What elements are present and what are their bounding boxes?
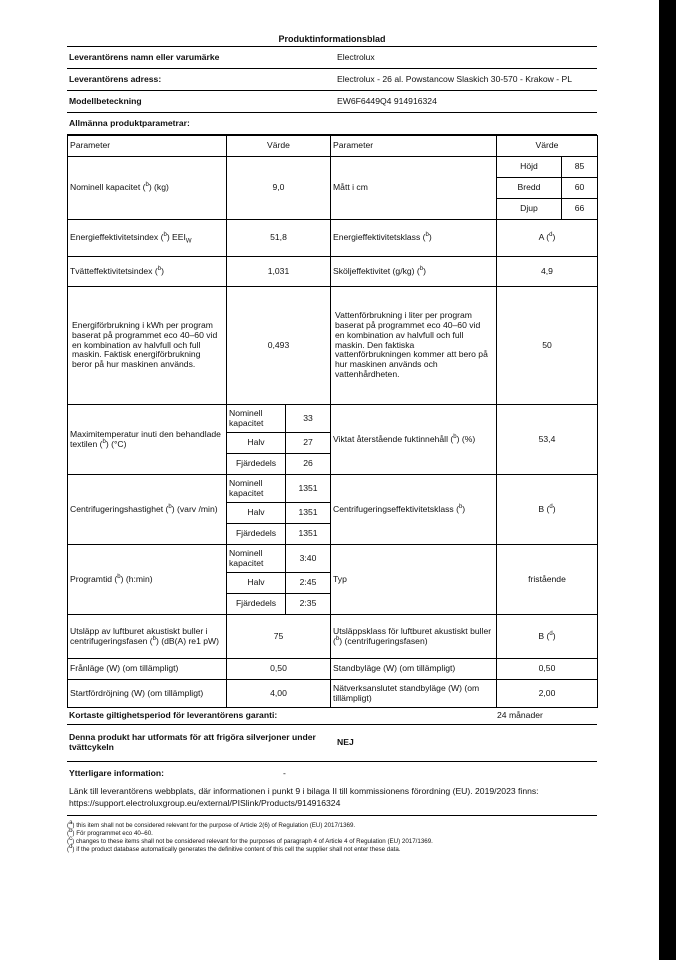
footnotes [67, 822, 597, 854]
sheet-title: Produktinformationsblad [67, 30, 597, 47]
width-label: Bredd [497, 178, 562, 199]
silver-label: Denna produkt har utformats för att frigöra silverjoner under tvättcykeln [69, 732, 316, 752]
network-standby-label: Nätverksanslutet standbyläge (W) (om tillämpligt) [331, 680, 497, 708]
duration-label: Programtid ($^b$) (h:min) [68, 545, 227, 615]
standby-value: 0,50 [497, 659, 598, 680]
value-header: Värde [227, 136, 331, 157]
washing-index-label: Tvätteffektivitetsindex ($^b$) [68, 257, 227, 287]
off-mode-value: 0,50 [227, 659, 331, 680]
type-value: fristående [497, 545, 598, 615]
water-consumption-label: Vattenförbrukning i liter per program baserat på programmet eco 40–60 vid en kombination av halvfull och full maskin. Den faktiska vattenförbrukningen kommer att bero på hur maskinen används och vattenhårdheten. [331, 287, 497, 405]
guarantee-label: Kortaste giltighetsperiod för leverantörens garanti: [69, 710, 278, 721]
rinsing-label: Sköljeffektivitet (g/kg) ($^b$) [331, 257, 497, 287]
footnote-b: ($^b$) För programmet eco 40–60. [67, 828, 153, 838]
spin-rated-label: Nominell kapacitet [227, 475, 286, 503]
silver-value: NEJ [337, 737, 354, 748]
energy-consumption-label: Energiförbrukning i kWh per program baserat på programmet eco 40–60 vid en kombination av halvfull och full maskin. Faktisk energiförbrukning beror på hur maskinen används. [68, 287, 227, 405]
duration-quarter-value: 2:35 [286, 594, 331, 615]
guarantee-value: 24 månader [497, 710, 543, 721]
dimensions-label: Mått i cm [331, 157, 497, 220]
capacity-value: 9,0 [227, 157, 331, 220]
value-header-2: Värde [497, 136, 598, 157]
duration-rated-value: 3:40 [286, 545, 331, 573]
spin-speed-label: Centrifugeringshastighet ($^b$) (varv /min) [68, 475, 227, 545]
general-parameters-header: Allmänna produktparametrar: [67, 113, 597, 135]
additional-dash: - [283, 768, 286, 779]
height-value: 85 [562, 157, 598, 178]
additional-text: Länk till leverantörens webbplats, där informationen i punkt 9 i bilaga II till kommissionens förordning (EU). 2019/2023 finns: https://support.electroluxgroup.eu/external/PISlink/Products/914916324 [69, 786, 539, 808]
product-information-sheet [67, 30, 597, 854]
noise-label: Utsläpp av luftburet akustiskt buller i centrifugeringsfasen ($^b$) (dB(A) re1 pW) [68, 615, 227, 659]
footnote-c: ($^c$) changes to these items shall not be considered relevant for the purposes of paragraph 4 of Article 4 of Regulation (EU) 2017/1369. [67, 836, 433, 846]
temp-quarter-label: Fjärdedels [227, 454, 286, 475]
energy-class-label: Energieffektivitetsklass ($^b$) [331, 220, 497, 257]
moisture-label: Viktat återstående fuktinnehåll ($^b$) (%) [331, 405, 497, 475]
temp-rated-label: Nominell kapacitet [227, 405, 286, 433]
supplier-value: Electrolux [337, 51, 375, 62]
temp-half-value: 27 [286, 433, 331, 454]
delay-start-value: 4,00 [227, 680, 331, 708]
height-label: Höjd [497, 157, 562, 178]
energy-class-value: A ($^d$) [497, 220, 598, 257]
footnote-a: ($^a$) this item shall not be considered relevant for the purpose of Article 2(6) of Regulation (EU) 2017/1369. [67, 820, 356, 830]
spin-class-label: Centrifugeringseffektivitetsklass ($^b$) [331, 475, 497, 545]
additional-label: Ytterligare information: [69, 768, 165, 779]
param-header-2: Parameter [331, 136, 497, 157]
capacity-label: Nominell kapacitet ($^b$) (kg) [68, 157, 227, 220]
energy-consumption-value: 0,493 [227, 287, 331, 405]
spin-quarter-value: 1351 [286, 524, 331, 545]
temp-quarter-value: 26 [286, 454, 331, 475]
duration-rated-label: Nominell kapacitet [227, 545, 286, 573]
table-header-row [68, 136, 598, 157]
address-row [67, 69, 597, 91]
temperature-label: Maximitemperatur inuti den behandlade textilen ($^b$) (°C) [68, 405, 227, 475]
address-label: Leverantörens adress: [69, 73, 162, 84]
model-value: EW6F6449Q4 914916324 [337, 95, 437, 106]
network-standby-value: 2,00 [497, 680, 598, 708]
duration-half-value: 2:45 [286, 573, 331, 594]
additional-info [67, 762, 597, 816]
standby-label: Standbyläge (W) (om tillämpligt) [331, 659, 497, 680]
spin-rated-value: 1351 [286, 475, 331, 503]
supplier-label: Leverantörens namn eller varumärke [69, 51, 220, 62]
duration-quarter-label: Fjärdedels [227, 594, 286, 615]
moisture-value: 53,4 [497, 405, 598, 475]
type-label: Typ [331, 545, 497, 615]
eei-value: 51,8 [227, 220, 331, 257]
silver-row [67, 725, 597, 762]
temp-half-label: Halv [227, 433, 286, 454]
spin-half-label: Halv [227, 503, 286, 524]
guarantee-row [67, 708, 597, 725]
temp-rated-value: 33 [286, 405, 331, 433]
param-header: Parameter [68, 136, 227, 157]
model-label: Modellbeteckning [69, 95, 142, 106]
width-value: 60 [562, 178, 598, 199]
spin-quarter-label: Fjärdedels [227, 524, 286, 545]
noise-value: 75 [227, 615, 331, 659]
supplier-row [67, 47, 597, 69]
spin-class-value: B ($^d$) [497, 475, 598, 545]
water-consumption-value: 50 [497, 287, 598, 405]
duration-half-label: Halv [227, 573, 286, 594]
noise-class-label: Utsläppsklass för luftburet akustiskt buller ($^b$) (centrifugeringsfasen) [331, 615, 497, 659]
spin-half-value: 1351 [286, 503, 331, 524]
delay-start-label: Startfördröjning (W) (om tillämpligt) [68, 680, 227, 708]
parameters-table [67, 135, 598, 708]
eei-label: Energieffektivitetsindex ($^b$) $EEI_W$ [68, 220, 227, 257]
address-value: Electrolux - 26 al. Powstancow Slaskich 30-570 - Krakow - PL [337, 73, 572, 84]
depth-value: 66 [562, 199, 598, 220]
model-row [67, 91, 597, 113]
footnote-d: ($^d$) if the product database automatically generates the definitive content of this cell the supplier shall not enter these data. [67, 844, 401, 854]
depth-label: Djup [497, 199, 562, 220]
washing-index-value: 1,031 [227, 257, 331, 287]
off-mode-label: Frånläge (W) (om tillämpligt) [68, 659, 227, 680]
rinsing-value: 4,9 [497, 257, 598, 287]
noise-class-value: B ($^d$) [497, 615, 598, 659]
